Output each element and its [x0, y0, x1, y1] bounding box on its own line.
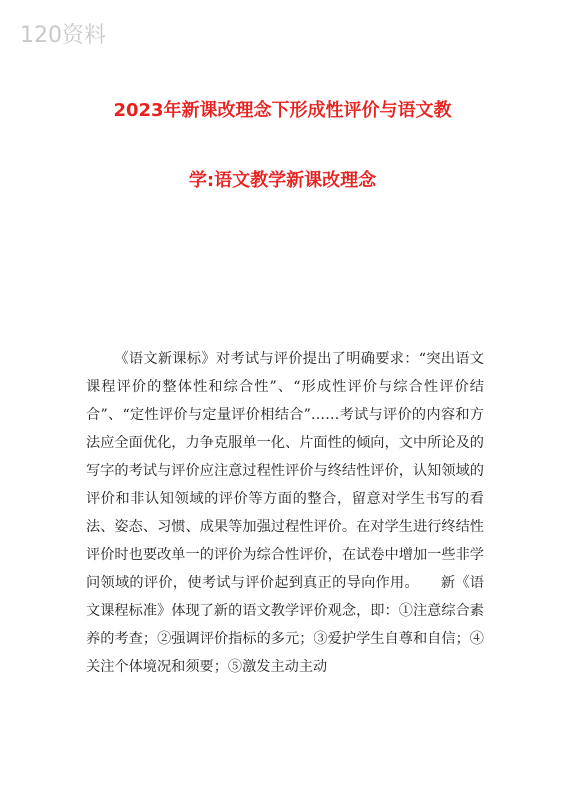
document-title-line-2: 学:语文教学新课改理念 — [188, 170, 377, 191]
document-body — [86, 345, 484, 681]
watermark: 120资料 — [20, 23, 106, 48]
body-paragraph: 《语文新课标》对考试与评价提出了明确要求：“突出语文课程评价的整体性和综合性”、“形成性评价与综合性评价结合”、“定性评价与定量评价相结合”……考试与评价的内容和方法应全面优化，力争克服单一化、片面性的倾向，文中所论及的写字的考试与评价应注意过程性评价与终结性评价，认知领域的评价和非认知领域的评价等方面的整合，留意对学生书写的看法、姿态、习惯、成果等加强过程性评价。在对学生进行终结性评价时也要改单一的评价为综合性评价，在试卷中增加一些非学问领域的评价，使考试与评价起到真正的导向作用。 新《语文课程标准》体现了新的语文教学评价观念，即：①注意综合素养的考查；②强调评价指标的多元；③爱护学生自尊和自信；④关注个体境况和须要；⑤激发主动主动 — [86, 351, 484, 675]
document-title-line-1: 2023年新课改理念下形成性评价与语文教 — [113, 100, 452, 121]
